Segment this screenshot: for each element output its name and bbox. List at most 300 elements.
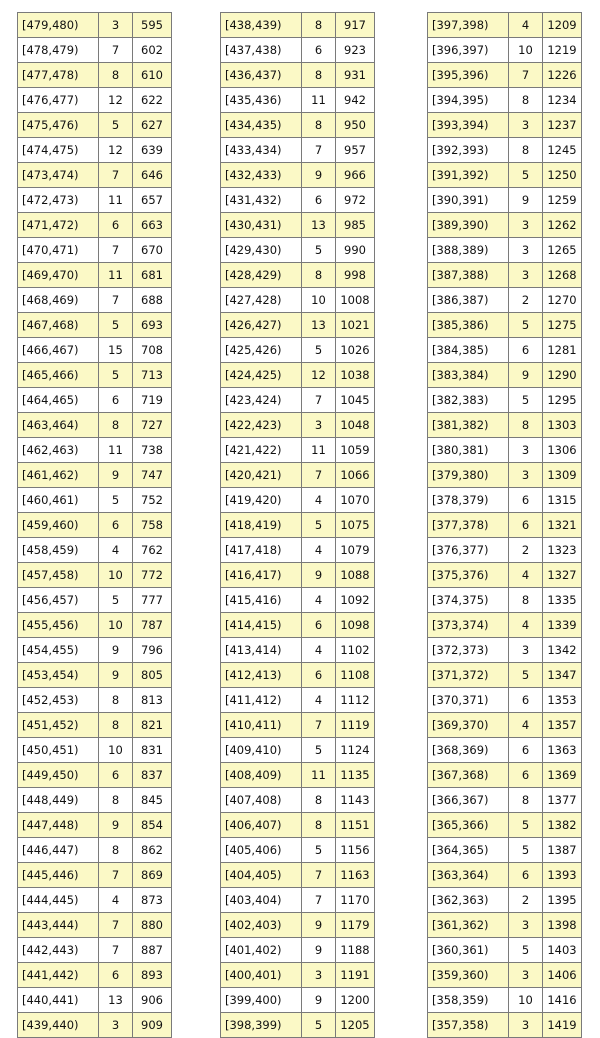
interval-cell: [436,437) [221, 63, 302, 88]
interval-cell: [447,448) [18, 813, 99, 838]
count-cell: 5 [99, 113, 133, 138]
cumulative-cell: 772 [133, 563, 172, 588]
count-cell: 3 [509, 638, 543, 663]
count-cell: 9 [99, 813, 133, 838]
interval-cell: [452,453) [18, 688, 99, 713]
interval-cell: [466,467) [18, 338, 99, 363]
cumulative-cell: 917 [336, 13, 375, 38]
interval-cell: [407,408) [221, 788, 302, 813]
table-row [221, 138, 375, 163]
table-row [221, 938, 375, 963]
count-cell: 12 [99, 138, 133, 163]
cumulative-cell: 670 [133, 238, 172, 263]
interval-cell: [405,406) [221, 838, 302, 863]
count-cell: 8 [509, 88, 543, 113]
cumulative-cell: 1342 [543, 638, 582, 663]
cumulative-cell: 923 [336, 38, 375, 63]
table-row [18, 413, 172, 438]
interval-cell: [460,461) [18, 488, 99, 513]
interval-cell: [364,365) [428, 838, 509, 863]
interval-cell: [463,464) [18, 413, 99, 438]
count-cell: 9 [302, 913, 336, 938]
table-row [428, 538, 582, 563]
table-row [18, 388, 172, 413]
interval-cell: [424,425) [221, 363, 302, 388]
frequency-table-1 [17, 12, 172, 1038]
cumulative-cell: 1347 [543, 663, 582, 688]
cumulative-cell: 1112 [336, 688, 375, 713]
count-cell: 9 [302, 938, 336, 963]
table-row [428, 688, 582, 713]
interval-cell: [370,371) [428, 688, 509, 713]
interval-cell: [471,472) [18, 213, 99, 238]
cumulative-cell: 1021 [336, 313, 375, 338]
cumulative-cell: 1309 [543, 463, 582, 488]
interval-cell: [361,362) [428, 913, 509, 938]
cumulative-cell: 909 [133, 1013, 172, 1038]
table-row [18, 613, 172, 638]
interval-cell: [373,374) [428, 613, 509, 638]
count-cell: 2 [509, 538, 543, 563]
interval-cell: [451,452) [18, 713, 99, 738]
interval-cell: [478,479) [18, 38, 99, 63]
count-cell: 2 [509, 288, 543, 313]
cumulative-cell: 837 [133, 763, 172, 788]
interval-cell: [413,414) [221, 638, 302, 663]
interval-cell: [359,360) [428, 963, 509, 988]
interval-cell: [431,432) [221, 188, 302, 213]
count-cell: 4 [509, 13, 543, 38]
count-cell: 6 [509, 863, 543, 888]
count-cell: 8 [99, 838, 133, 863]
cumulative-cell: 727 [133, 413, 172, 438]
table-row [18, 63, 172, 88]
cumulative-cell: 821 [133, 713, 172, 738]
count-cell: 7 [99, 238, 133, 263]
table-row [428, 138, 582, 163]
count-cell: 6 [509, 738, 543, 763]
table-row [221, 163, 375, 188]
cumulative-cell: 1179 [336, 913, 375, 938]
count-cell: 6 [99, 763, 133, 788]
count-cell: 3 [509, 1013, 543, 1038]
cumulative-cell: 1270 [543, 288, 582, 313]
table-row [428, 38, 582, 63]
interval-cell: [479,480) [18, 13, 99, 38]
cumulative-cell: 1008 [336, 288, 375, 313]
table-row [428, 1013, 582, 1038]
table-row [221, 738, 375, 763]
interval-cell: [423,424) [221, 388, 302, 413]
interval-cell: [464,465) [18, 388, 99, 413]
table-row [221, 413, 375, 438]
table-row [18, 888, 172, 913]
table-row [221, 63, 375, 88]
table-row [428, 13, 582, 38]
table-row [18, 638, 172, 663]
table-row [18, 738, 172, 763]
count-cell: 6 [509, 338, 543, 363]
count-cell: 9 [99, 638, 133, 663]
table-row [18, 163, 172, 188]
count-cell: 4 [509, 713, 543, 738]
interval-cell: [362,363) [428, 888, 509, 913]
table-row [221, 813, 375, 838]
interval-cell: [449,450) [18, 763, 99, 788]
interval-cell: [390,391) [428, 188, 509, 213]
interval-cell: [393,394) [428, 113, 509, 138]
interval-cell: [376,377) [428, 538, 509, 563]
count-cell: 6 [302, 188, 336, 213]
interval-cell: [432,433) [221, 163, 302, 188]
cumulative-cell: 777 [133, 588, 172, 613]
interval-cell: [371,372) [428, 663, 509, 688]
interval-cell: [427,428) [221, 288, 302, 313]
interval-cell: [433,434) [221, 138, 302, 163]
table-row [428, 413, 582, 438]
table-row [18, 463, 172, 488]
table-row [428, 588, 582, 613]
count-cell: 5 [302, 738, 336, 763]
count-cell: 5 [99, 363, 133, 388]
count-cell: 8 [302, 113, 336, 138]
table-row [221, 863, 375, 888]
cumulative-cell: 1369 [543, 763, 582, 788]
table-row [18, 513, 172, 538]
count-cell: 5 [99, 488, 133, 513]
cumulative-cell: 906 [133, 988, 172, 1013]
cumulative-cell: 831 [133, 738, 172, 763]
count-cell: 3 [99, 1013, 133, 1038]
interval-cell: [418,419) [221, 513, 302, 538]
table-row [18, 113, 172, 138]
interval-cell: [444,445) [18, 888, 99, 913]
table-row [428, 663, 582, 688]
count-cell: 10 [99, 563, 133, 588]
interval-cell: [429,430) [221, 238, 302, 263]
interval-cell: [358,359) [428, 988, 509, 1013]
cumulative-cell: 1387 [543, 838, 582, 863]
count-cell: 4 [302, 688, 336, 713]
cumulative-cell: 646 [133, 163, 172, 188]
table-row [428, 438, 582, 463]
cumulative-cell: 1250 [543, 163, 582, 188]
cumulative-cell: 1191 [336, 963, 375, 988]
count-cell: 6 [509, 488, 543, 513]
count-cell: 6 [302, 663, 336, 688]
count-cell: 5 [99, 588, 133, 613]
count-cell: 5 [302, 838, 336, 863]
cumulative-cell: 1275 [543, 313, 582, 338]
count-cell: 10 [509, 988, 543, 1013]
interval-cell: [386,387) [428, 288, 509, 313]
table-row [221, 838, 375, 863]
interval-cell: [461,462) [18, 463, 99, 488]
count-cell: 6 [99, 963, 133, 988]
table-row [221, 613, 375, 638]
table-row [428, 713, 582, 738]
count-cell: 7 [302, 863, 336, 888]
table-row [221, 188, 375, 213]
table-row [221, 88, 375, 113]
cumulative-cell: 713 [133, 363, 172, 388]
interval-cell: [454,455) [18, 638, 99, 663]
interval-cell: [417,418) [221, 538, 302, 563]
count-cell: 9 [302, 988, 336, 1013]
cumulative-cell: 595 [133, 13, 172, 38]
cumulative-cell: 627 [133, 113, 172, 138]
cumulative-cell: 1262 [543, 213, 582, 238]
table-row [18, 488, 172, 513]
interval-cell: [391,392) [428, 163, 509, 188]
table-row [221, 13, 375, 38]
table-row [221, 588, 375, 613]
cumulative-cell: 998 [336, 263, 375, 288]
interval-cell: [396,397) [428, 38, 509, 63]
interval-cell: [382,383) [428, 388, 509, 413]
interval-cell: [467,468) [18, 313, 99, 338]
interval-cell: [395,396) [428, 63, 509, 88]
frequency-table-2 [220, 12, 375, 1038]
cumulative-cell: 845 [133, 788, 172, 813]
interval-cell: [377,378) [428, 513, 509, 538]
table-row [221, 788, 375, 813]
count-cell: 7 [99, 38, 133, 63]
table-row [428, 463, 582, 488]
cumulative-cell: 681 [133, 263, 172, 288]
table-row [18, 713, 172, 738]
count-cell: 10 [99, 613, 133, 638]
cumulative-cell: 1092 [336, 588, 375, 613]
interval-cell: [459,460) [18, 513, 99, 538]
cumulative-cell: 738 [133, 438, 172, 463]
cumulative-cell: 1045 [336, 388, 375, 413]
count-cell: 11 [99, 438, 133, 463]
cumulative-cell: 639 [133, 138, 172, 163]
cumulative-cell: 1163 [336, 863, 375, 888]
count-cell: 8 [302, 63, 336, 88]
interval-cell: [381,382) [428, 413, 509, 438]
count-cell: 6 [99, 213, 133, 238]
interval-cell: [365,366) [428, 813, 509, 838]
count-cell: 9 [302, 163, 336, 188]
cumulative-cell: 1237 [543, 113, 582, 138]
interval-cell: [408,409) [221, 763, 302, 788]
count-cell: 13 [302, 313, 336, 338]
interval-cell: [457,458) [18, 563, 99, 588]
interval-cell: [385,386) [428, 313, 509, 338]
cumulative-cell: 1188 [336, 938, 375, 963]
cumulative-cell: 747 [133, 463, 172, 488]
table-row [428, 113, 582, 138]
interval-cell: [410,411) [221, 713, 302, 738]
count-cell: 3 [509, 213, 543, 238]
cumulative-cell: 1259 [543, 188, 582, 213]
interval-cell: [455,456) [18, 613, 99, 638]
cumulative-cell: 1281 [543, 338, 582, 363]
interval-cell: [387,388) [428, 263, 509, 288]
cumulative-cell: 758 [133, 513, 172, 538]
count-cell: 5 [302, 1013, 336, 1038]
interval-cell: [472,473) [18, 188, 99, 213]
table-row [18, 38, 172, 63]
count-cell: 6 [509, 688, 543, 713]
table-row [428, 213, 582, 238]
table-row [18, 763, 172, 788]
cumulative-cell: 887 [133, 938, 172, 963]
interval-cell: [380,381) [428, 438, 509, 463]
count-cell: 3 [509, 238, 543, 263]
cumulative-cell: 1079 [336, 538, 375, 563]
count-cell: 4 [99, 888, 133, 913]
cumulative-cell: 752 [133, 488, 172, 513]
count-cell: 9 [99, 463, 133, 488]
count-cell: 6 [302, 613, 336, 638]
cumulative-cell: 862 [133, 838, 172, 863]
table-row [221, 263, 375, 288]
cumulative-cell: 1353 [543, 688, 582, 713]
cumulative-cell: 1268 [543, 263, 582, 288]
interval-cell: [474,475) [18, 138, 99, 163]
table-row [428, 613, 582, 638]
count-cell: 10 [509, 38, 543, 63]
table-row [18, 913, 172, 938]
interval-cell: [375,376) [428, 563, 509, 588]
count-cell: 11 [302, 88, 336, 113]
table-row [18, 688, 172, 713]
table-row [428, 238, 582, 263]
interval-cell: [430,431) [221, 213, 302, 238]
interval-cell: [435,436) [221, 88, 302, 113]
cumulative-cell: 854 [133, 813, 172, 838]
interval-cell: [440,441) [18, 988, 99, 1013]
count-cell: 4 [302, 638, 336, 663]
cumulative-cell: 873 [133, 888, 172, 913]
table-row [18, 263, 172, 288]
table-row [221, 888, 375, 913]
interval-cell: [414,415) [221, 613, 302, 638]
cumulative-cell: 1124 [336, 738, 375, 763]
interval-cell: [363,364) [428, 863, 509, 888]
interval-cell: [453,454) [18, 663, 99, 688]
cumulative-cell: 1295 [543, 388, 582, 413]
count-cell: 8 [99, 688, 133, 713]
table-row [428, 963, 582, 988]
cumulative-cell: 1059 [336, 438, 375, 463]
interval-cell: [402,403) [221, 913, 302, 938]
table-row [428, 838, 582, 863]
cumulative-cell: 1290 [543, 363, 582, 388]
interval-cell: [476,477) [18, 88, 99, 113]
table-row [428, 788, 582, 813]
table-row [428, 513, 582, 538]
cumulative-cell: 1395 [543, 888, 582, 913]
cumulative-cell: 688 [133, 288, 172, 313]
cumulative-cell: 1219 [543, 38, 582, 63]
count-cell: 4 [302, 588, 336, 613]
cumulative-cell: 1108 [336, 663, 375, 688]
cumulative-cell: 1245 [543, 138, 582, 163]
cumulative-cell: 1066 [336, 463, 375, 488]
cumulative-cell: 1119 [336, 713, 375, 738]
cumulative-cell: 880 [133, 913, 172, 938]
cumulative-cell: 1209 [543, 13, 582, 38]
table-row [221, 913, 375, 938]
table-row [428, 938, 582, 963]
cumulative-cell: 972 [336, 188, 375, 213]
interval-cell: [428,429) [221, 263, 302, 288]
count-cell: 15 [99, 338, 133, 363]
interval-cell: [368,369) [428, 738, 509, 763]
count-cell: 9 [99, 663, 133, 688]
table-row [18, 88, 172, 113]
table-row [18, 813, 172, 838]
count-cell: 3 [302, 413, 336, 438]
count-cell: 13 [302, 213, 336, 238]
count-cell: 9 [509, 363, 543, 388]
cumulative-cell: 1098 [336, 613, 375, 638]
table-row [18, 663, 172, 688]
interval-cell: [477,478) [18, 63, 99, 88]
cumulative-cell: 1306 [543, 438, 582, 463]
count-cell: 10 [99, 738, 133, 763]
table-row [18, 338, 172, 363]
interval-cell: [462,463) [18, 438, 99, 463]
cumulative-cell: 813 [133, 688, 172, 713]
count-cell: 12 [302, 363, 336, 388]
table-row [18, 788, 172, 813]
count-cell: 3 [509, 438, 543, 463]
interval-cell: [419,420) [221, 488, 302, 513]
table-row [428, 388, 582, 413]
cumulative-cell: 1303 [543, 413, 582, 438]
cumulative-cell: 693 [133, 313, 172, 338]
interval-cell: [456,457) [18, 588, 99, 613]
table-row [221, 1013, 375, 1038]
interval-cell: [366,367) [428, 788, 509, 813]
cumulative-cell: 1205 [336, 1013, 375, 1038]
table-row [221, 963, 375, 988]
interval-cell: [384,385) [428, 338, 509, 363]
count-cell: 3 [509, 913, 543, 938]
table-row [221, 638, 375, 663]
count-cell: 9 [509, 188, 543, 213]
table-row [221, 388, 375, 413]
count-cell: 6 [509, 763, 543, 788]
cumulative-cell: 796 [133, 638, 172, 663]
interval-cell: [448,449) [18, 788, 99, 813]
count-cell: 7 [99, 163, 133, 188]
count-cell: 3 [509, 463, 543, 488]
table-row [18, 438, 172, 463]
count-cell: 4 [509, 613, 543, 638]
count-cell: 11 [302, 438, 336, 463]
table-row [221, 438, 375, 463]
table-row [18, 963, 172, 988]
count-cell: 8 [99, 713, 133, 738]
count-cell: 8 [99, 63, 133, 88]
count-cell: 6 [99, 388, 133, 413]
table-row [428, 63, 582, 88]
table-row [221, 313, 375, 338]
cumulative-cell: 1327 [543, 563, 582, 588]
cumulative-cell: 1170 [336, 888, 375, 913]
table-row [18, 138, 172, 163]
cumulative-cell: 1357 [543, 713, 582, 738]
count-cell: 5 [302, 338, 336, 363]
cumulative-cell: 1156 [336, 838, 375, 863]
interval-cell: [367,368) [428, 763, 509, 788]
